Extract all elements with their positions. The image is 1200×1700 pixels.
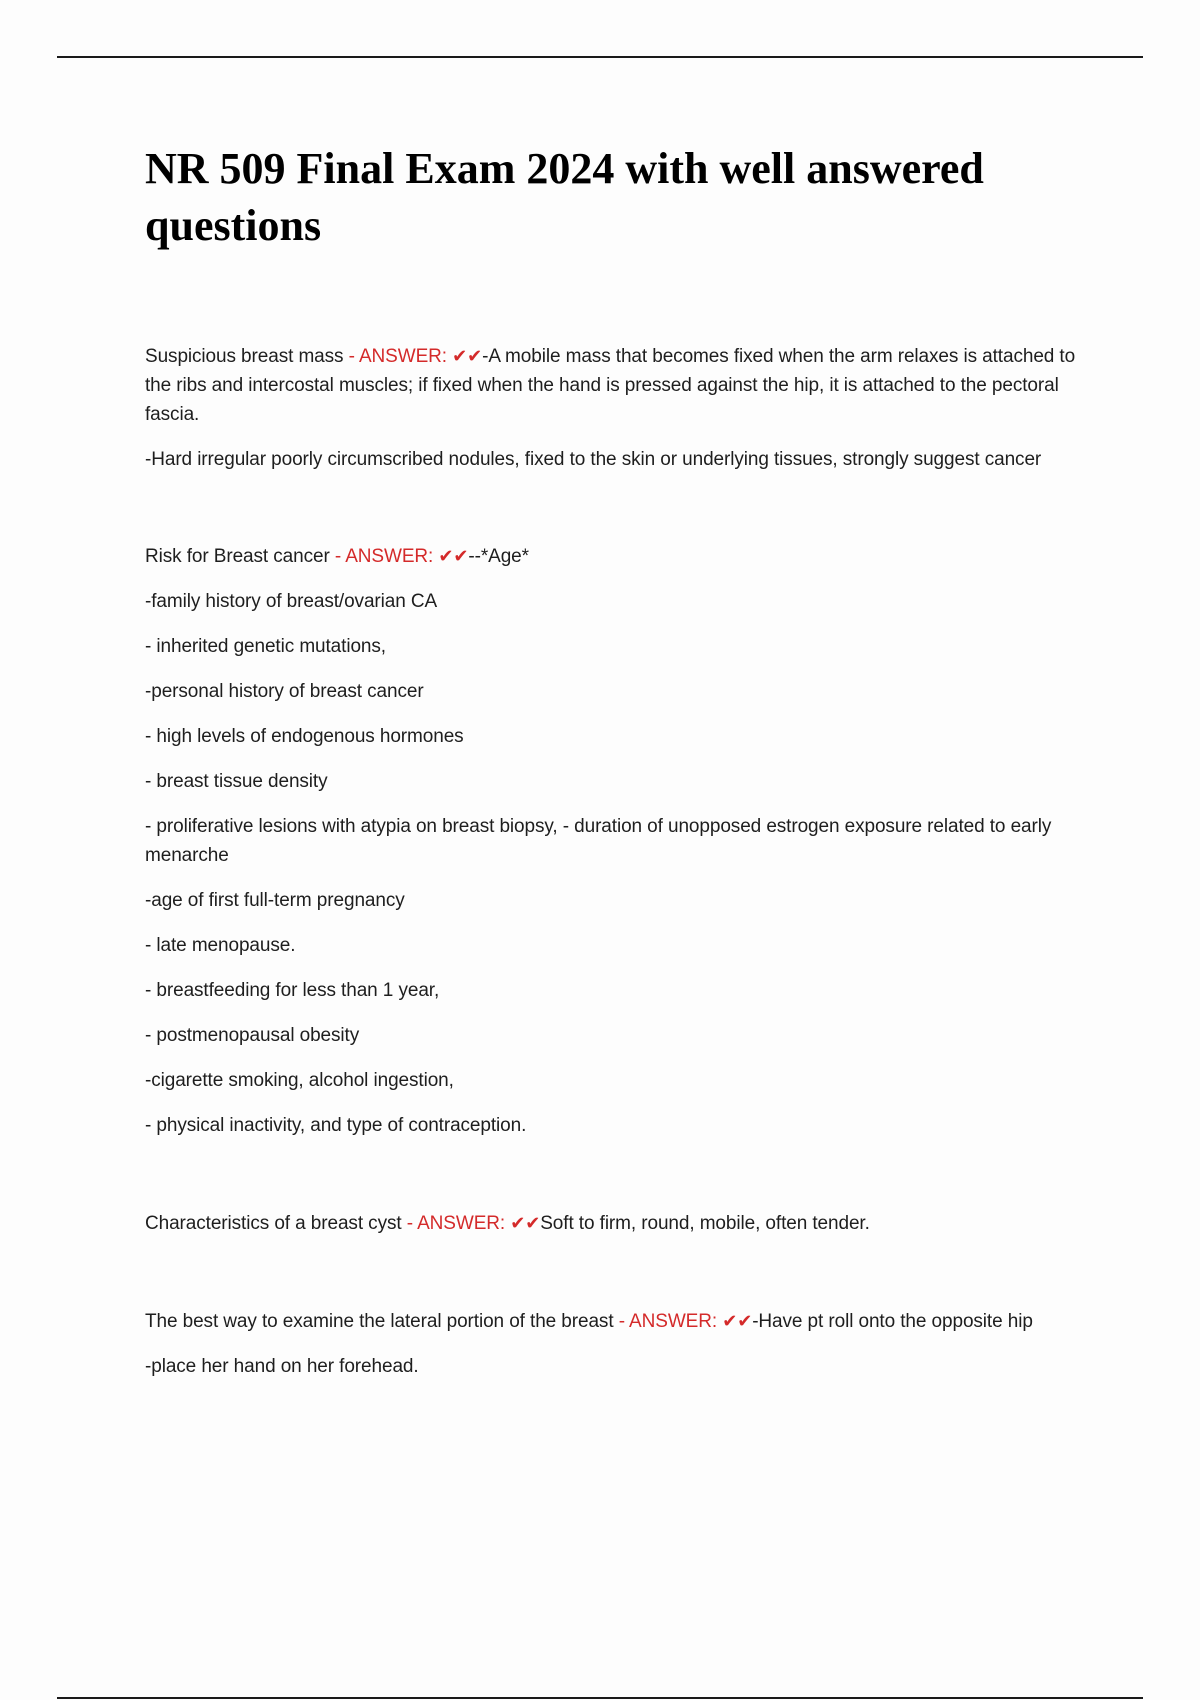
answer-label: - ANSWER: [343, 346, 453, 367]
checkmark-icon: ✔✔ [510, 1213, 541, 1234]
top-rule [57, 56, 1143, 58]
answer-line: -family history of breast/ovarian CA [145, 591, 438, 612]
checkmark-icon: ✔✔ [452, 346, 483, 367]
qa-line [145, 1307, 1090, 1336]
document-title: NR 509 Final Exam 2024 with well answered questions [145, 144, 984, 250]
answer-text: -A mobile mass that becomes fixed when the arm relaxes is attached to the ribs and intercostal muscles; if fixed when the hand is pressed against the hip, it is attached to the pectoral fascia. [145, 346, 1076, 425]
answer-line: - proliferative lesions with atypia on breast biopsy, - duration of unopposed estrogen exposure related to early menarche [145, 816, 1052, 866]
bottom-rule [57, 1697, 1143, 1699]
qa-line [145, 1209, 1090, 1238]
qa-block-suspicious-breast-mass [145, 342, 1090, 474]
answer-line: - postmenopausal obesity [145, 1025, 360, 1046]
question-text: Suspicious breast mass [145, 346, 344, 367]
qa-line [145, 542, 1090, 571]
checkmark-icon: ✔✔ [438, 546, 469, 567]
answer-line: - high levels of endogenous hormones [145, 726, 464, 747]
answer-line: -cigarette smoking, alcohol ingestion, [145, 1070, 454, 1091]
qa-block-breast-cyst [145, 1209, 1090, 1238]
answer-text: --*Age* [468, 546, 529, 567]
question-text: The best way to examine the lateral portion of the breast [145, 1311, 614, 1332]
qa-block-lateral-breast-exam [145, 1307, 1090, 1381]
answer-line: -personal history of breast cancer [145, 681, 424, 702]
answer-label: - ANSWER: [613, 1311, 723, 1332]
checkmark-icon: ✔✔ [722, 1311, 753, 1332]
answer-label: - ANSWER: [401, 1213, 511, 1234]
qa-block-risk-breast-cancer [145, 542, 1090, 1140]
answer-line: - breast tissue density [145, 771, 328, 792]
answer-text: Soft to firm, round, mobile, often tender. [540, 1213, 870, 1234]
answer-text: -Have pt roll onto the opposite hip [752, 1311, 1033, 1332]
answer-line: - late menopause. [145, 935, 296, 956]
answer-line: - inherited genetic mutations, [145, 636, 386, 657]
answer-line: - breastfeeding for less than 1 year, [145, 980, 440, 1001]
qa-line [145, 342, 1090, 429]
document-body [145, 140, 1090, 1381]
answer-label: - ANSWER: [329, 546, 439, 567]
answer-line: -Hard irregular poorly circumscribed nodules, fixed to the skin or underlying tissues, strongly suggest cancer [145, 449, 1042, 470]
answer-line: -place her hand on her forehead. [145, 1356, 419, 1377]
answer-line: - physical inactivity, and type of contraception. [145, 1115, 527, 1136]
answer-line: -age of first full-term pregnancy [145, 890, 405, 911]
question-text: Risk for Breast cancer [145, 546, 330, 567]
question-text: Characteristics of a breast cyst [145, 1213, 402, 1234]
